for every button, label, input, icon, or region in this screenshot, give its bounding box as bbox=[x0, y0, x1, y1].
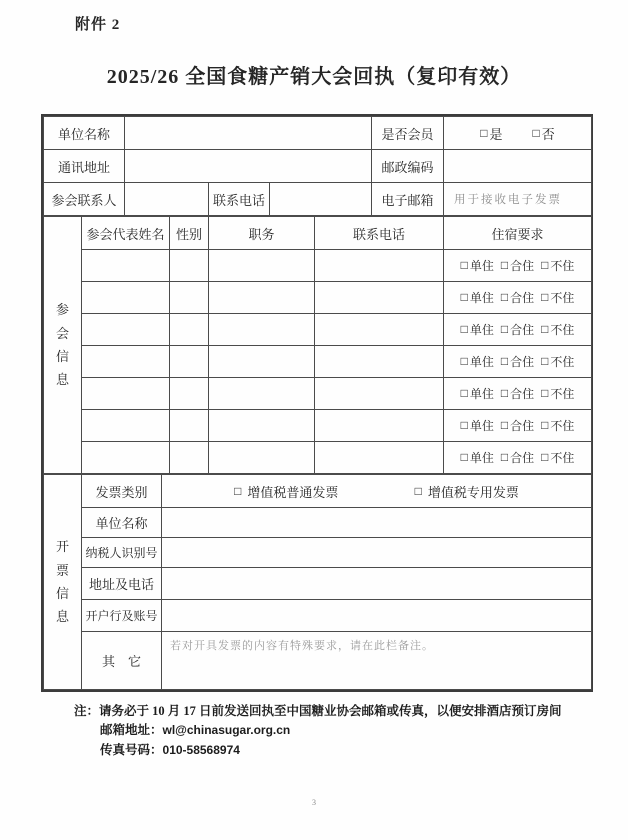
attendee-name-field[interactable] bbox=[82, 442, 170, 474]
attendee-phone-field[interactable] bbox=[315, 442, 444, 474]
checkbox-icon: □ bbox=[541, 418, 549, 432]
checkbox-single-room[interactable] bbox=[461, 385, 494, 402]
checkbox-icon: □ bbox=[541, 450, 549, 464]
attendee-col-accommodation: 住宿要求 bbox=[444, 217, 592, 250]
attendee-info-table bbox=[43, 216, 592, 474]
attendee-phone-field[interactable] bbox=[315, 250, 444, 282]
checkbox-icon: □ bbox=[500, 386, 509, 400]
attendee-col-gender: 性别 bbox=[170, 217, 209, 250]
checkbox-no-room[interactable] bbox=[541, 417, 574, 434]
attendee-row bbox=[44, 346, 592, 378]
attendee-gender-field[interactable] bbox=[170, 250, 209, 282]
invoice-info-table bbox=[43, 474, 592, 690]
attendee-row bbox=[44, 410, 592, 442]
single-room-label: 单住 bbox=[469, 387, 494, 401]
attachment-label: 附件 2 bbox=[75, 17, 121, 33]
checkbox-vat-special-invoice[interactable] bbox=[415, 482, 519, 501]
attendee-row bbox=[44, 314, 592, 346]
taxpayer-id-field[interactable] bbox=[162, 538, 592, 568]
member-label: 是否会员 bbox=[372, 117, 444, 150]
attendee-position-field[interactable] bbox=[209, 314, 315, 346]
checkbox-icon: □ bbox=[500, 290, 509, 304]
shared-room-label: 合住 bbox=[510, 451, 535, 465]
attendee-position-field[interactable] bbox=[209, 442, 315, 474]
taxpayer-id-label: 纳税人识别号 bbox=[82, 538, 162, 568]
attendee-name-field[interactable] bbox=[82, 346, 170, 378]
checkbox-icon: □ bbox=[500, 258, 509, 272]
checkbox-icon: □ bbox=[500, 322, 509, 336]
checkbox-shared-room[interactable] bbox=[501, 449, 534, 466]
checkbox-single-room[interactable] bbox=[461, 417, 494, 434]
checkbox-shared-room[interactable] bbox=[501, 385, 534, 402]
accommodation-cell bbox=[444, 410, 592, 442]
attendee-phone-field[interactable] bbox=[315, 410, 444, 442]
checkbox-icon: □ bbox=[234, 483, 242, 498]
no-room-label: 不住 bbox=[550, 259, 575, 273]
contact-phone-label: 联系电话 bbox=[209, 183, 270, 216]
checkbox-shared-room[interactable] bbox=[501, 321, 534, 338]
vat-ordinary-label: 增值税普通发票 bbox=[247, 484, 339, 500]
no-room-label: 不住 bbox=[550, 355, 575, 369]
footer-notes bbox=[74, 702, 584, 760]
accommodation-cell bbox=[444, 314, 592, 346]
shared-room-label: 合住 bbox=[510, 323, 535, 337]
member-no-label: 否 bbox=[541, 126, 555, 142]
shared-room-label: 合住 bbox=[510, 355, 535, 369]
attendee-col-position: 职务 bbox=[209, 217, 315, 250]
no-room-label: 不住 bbox=[550, 419, 575, 433]
accommodation-cell bbox=[444, 282, 592, 314]
shared-room-label: 合住 bbox=[510, 259, 535, 273]
attendee-position-field[interactable] bbox=[209, 378, 315, 410]
invoice-section-side-label: 开票信息 bbox=[44, 475, 82, 690]
invoice-address-phone-field[interactable] bbox=[162, 568, 592, 600]
checkbox-shared-room[interactable] bbox=[501, 289, 534, 306]
address-field[interactable] bbox=[125, 150, 372, 183]
attendee-section-side-label: 参会信息 bbox=[44, 217, 82, 474]
invoice-other-field[interactable] bbox=[162, 632, 592, 690]
page-number: 3 bbox=[312, 798, 316, 807]
attendee-gender-field[interactable] bbox=[170, 314, 209, 346]
member-options-cell bbox=[444, 117, 592, 150]
checkbox-no-room[interactable] bbox=[541, 257, 574, 274]
single-room-label: 单住 bbox=[469, 355, 494, 369]
invoice-other-label: 其 它 bbox=[82, 632, 162, 690]
postcode-field[interactable] bbox=[444, 150, 592, 183]
checkbox-icon: □ bbox=[500, 354, 509, 368]
attendee-name-field[interactable] bbox=[82, 282, 170, 314]
checkbox-icon: □ bbox=[541, 290, 549, 304]
note-fax-line bbox=[74, 741, 584, 760]
invoice-type-options-cell bbox=[162, 475, 592, 508]
accommodation-cell bbox=[444, 250, 592, 282]
no-room-label: 不住 bbox=[550, 387, 575, 401]
shared-room-label: 合住 bbox=[510, 419, 535, 433]
checkbox-single-room[interactable] bbox=[461, 353, 494, 370]
no-room-label: 不住 bbox=[550, 291, 575, 305]
attendee-position-field[interactable] bbox=[209, 250, 315, 282]
single-room-label: 单住 bbox=[469, 259, 494, 273]
single-room-label: 单住 bbox=[469, 451, 494, 465]
member-yes-checkbox[interactable] bbox=[480, 124, 502, 143]
checkbox-shared-room[interactable] bbox=[501, 353, 534, 370]
attendee-row bbox=[44, 442, 592, 474]
checkbox-no-room[interactable] bbox=[541, 385, 574, 402]
attendee-phone-field[interactable] bbox=[315, 282, 444, 314]
checkbox-icon: □ bbox=[414, 483, 422, 498]
invoice-unit-name-field[interactable] bbox=[162, 508, 592, 538]
checkbox-icon: □ bbox=[541, 354, 549, 368]
vat-special-label: 增值税专用发票 bbox=[427, 484, 519, 500]
accommodation-cell bbox=[444, 442, 592, 474]
checkbox-single-room[interactable] bbox=[461, 257, 494, 274]
checkbox-shared-room[interactable] bbox=[501, 257, 534, 274]
attendee-gender-field[interactable] bbox=[170, 410, 209, 442]
attendee-position-field[interactable] bbox=[209, 346, 315, 378]
attendee-col-phone: 联系电话 bbox=[315, 217, 444, 250]
checkbox-icon: □ bbox=[460, 418, 468, 432]
attendee-gender-field[interactable] bbox=[170, 282, 209, 314]
checkbox-no-room[interactable] bbox=[541, 289, 574, 306]
checkbox-icon: □ bbox=[532, 125, 540, 140]
checkbox-icon: □ bbox=[460, 354, 468, 368]
checkbox-icon: □ bbox=[460, 258, 468, 272]
shared-room-label: 合住 bbox=[510, 387, 535, 401]
note-email-line bbox=[74, 721, 584, 740]
attendee-gender-field[interactable] bbox=[170, 378, 209, 410]
attendee-row bbox=[44, 282, 592, 314]
page-title: 2025/26 全国食糖产销大会回执（复印有效） bbox=[106, 66, 522, 88]
attendee-row bbox=[44, 250, 592, 282]
contact-label: 参会联系人 bbox=[44, 183, 125, 216]
note-deadline: 注：请务必于 10 月 17 日前发送回执至中国糖业协会邮箱或传真，以便安排酒店预订房间 bbox=[74, 704, 562, 718]
no-room-label: 不住 bbox=[550, 451, 575, 465]
member-yes-label: 是 bbox=[489, 126, 503, 142]
checkbox-icon: □ bbox=[541, 322, 549, 336]
invoice-address-phone-label: 地址及电话 bbox=[82, 568, 162, 600]
checkbox-icon: □ bbox=[500, 450, 509, 464]
attendee-col-name: 参会代表姓名 bbox=[82, 217, 170, 250]
checkbox-single-room[interactable] bbox=[461, 449, 494, 466]
note-fax-label: 传真号码： bbox=[100, 742, 163, 757]
checkbox-icon: □ bbox=[541, 386, 549, 400]
attendee-phone-field[interactable] bbox=[315, 346, 444, 378]
accommodation-cell bbox=[444, 346, 592, 378]
note-fax-value: 010-58568974 bbox=[162, 742, 240, 757]
accommodation-cell bbox=[444, 378, 592, 410]
attendee-gender-field[interactable] bbox=[170, 442, 209, 474]
unit-info-table bbox=[43, 116, 592, 216]
note-email-value: wl@chinasugar.org.cn bbox=[162, 723, 291, 738]
bank-account-field[interactable] bbox=[162, 600, 592, 632]
invoice-unit-name-label: 单位名称 bbox=[82, 508, 162, 538]
no-room-label: 不住 bbox=[550, 323, 575, 337]
attendee-name-field[interactable] bbox=[82, 314, 170, 346]
attendee-position-field[interactable] bbox=[209, 282, 315, 314]
invoice-type-label: 发票类别 bbox=[82, 475, 162, 508]
attendee-gender-field[interactable] bbox=[170, 346, 209, 378]
contact-phone-field[interactable] bbox=[270, 183, 372, 216]
unit-name-field[interactable] bbox=[125, 117, 372, 150]
checkbox-vat-ordinary-invoice[interactable] bbox=[234, 482, 338, 501]
checkbox-single-room[interactable] bbox=[461, 321, 494, 338]
checkbox-no-room[interactable] bbox=[541, 353, 574, 370]
postcode-label: 邮政编码 bbox=[372, 150, 444, 183]
single-room-label: 单住 bbox=[469, 419, 494, 433]
attendee-name-field[interactable] bbox=[82, 410, 170, 442]
address-label: 通讯地址 bbox=[44, 150, 125, 183]
contact-field[interactable] bbox=[125, 183, 209, 216]
note-email-label: 邮箱地址： bbox=[100, 723, 163, 738]
attendee-row bbox=[44, 378, 592, 410]
checkbox-icon: □ bbox=[460, 290, 468, 304]
checkbox-no-room[interactable] bbox=[541, 449, 574, 466]
registration-form bbox=[41, 114, 593, 692]
member-no-checkbox[interactable] bbox=[533, 124, 555, 143]
invoice-other-hint: 若对开具发票的内容有特殊要求，请在此栏备注。 bbox=[170, 640, 434, 652]
attendee-name-field[interactable] bbox=[82, 378, 170, 410]
checkbox-icon: □ bbox=[460, 450, 468, 464]
attendee-position-field[interactable] bbox=[209, 410, 315, 442]
checkbox-icon: □ bbox=[460, 386, 468, 400]
checkbox-icon: □ bbox=[500, 418, 509, 432]
email-field[interactable]: 用于接收电子发票 bbox=[444, 183, 592, 216]
checkbox-icon: □ bbox=[480, 125, 488, 140]
unit-name-label: 单位名称 bbox=[44, 117, 125, 150]
checkbox-icon: □ bbox=[541, 258, 549, 272]
checkbox-icon: □ bbox=[460, 322, 468, 336]
attendee-name-field[interactable] bbox=[82, 250, 170, 282]
single-room-label: 单住 bbox=[469, 323, 494, 337]
email-label: 电子邮箱 bbox=[372, 183, 444, 216]
single-room-label: 单住 bbox=[469, 291, 494, 305]
shared-room-label: 合住 bbox=[510, 291, 535, 305]
checkbox-single-room[interactable] bbox=[461, 289, 494, 306]
checkbox-no-room[interactable] bbox=[541, 321, 574, 338]
attendee-phone-field[interactable] bbox=[315, 314, 444, 346]
checkbox-shared-room[interactable] bbox=[501, 417, 534, 434]
attendee-phone-field[interactable] bbox=[315, 378, 444, 410]
bank-account-label: 开户行及账号 bbox=[82, 600, 162, 632]
